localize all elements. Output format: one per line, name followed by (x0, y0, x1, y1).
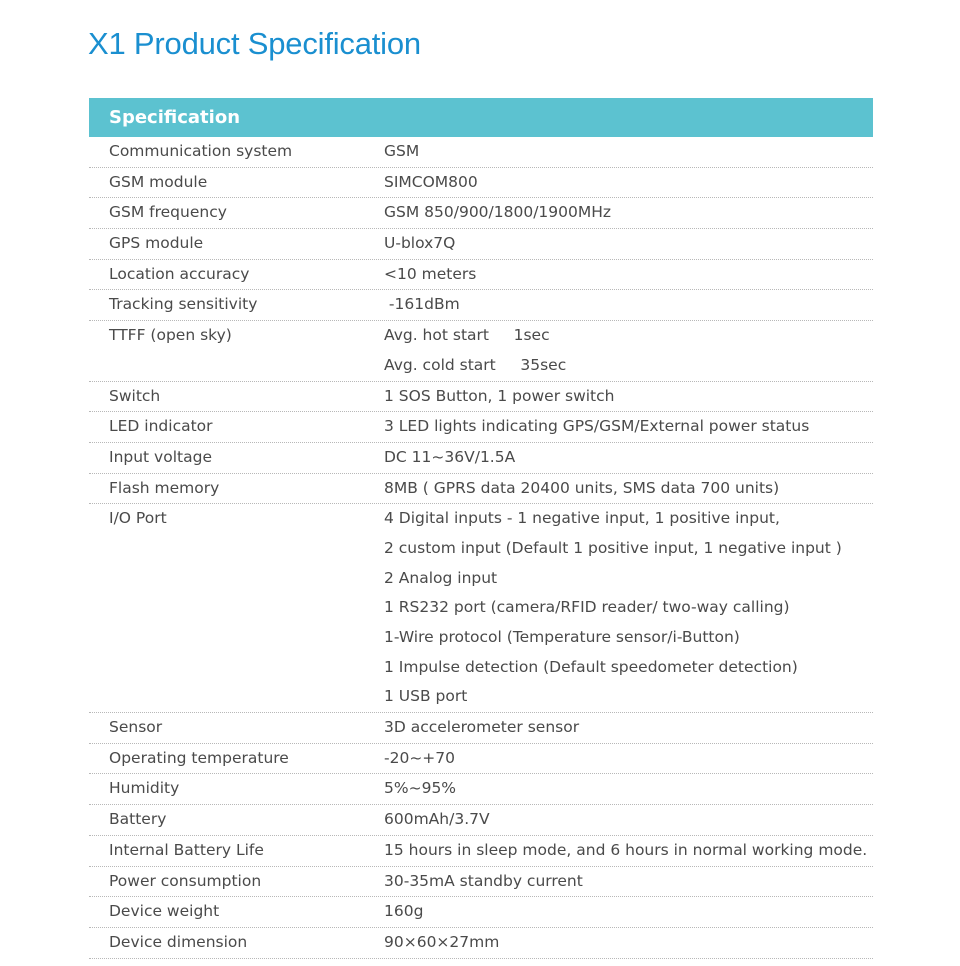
spec-values (384, 504, 873, 712)
spec-value: -161dBm (384, 295, 460, 314)
spec-values (384, 774, 873, 804)
spec-value: 1 USB port (384, 687, 468, 706)
spec-values (384, 198, 873, 228)
spec-value: 2 custom input (Default 1 positive input, 1 negative input ) (384, 538, 842, 557)
spec-label: Device weight (109, 902, 220, 921)
spec-row (89, 744, 873, 775)
spec-row (89, 443, 873, 474)
spec-table (89, 98, 873, 959)
spec-values (384, 290, 873, 320)
spec-label: GSM module (109, 172, 208, 191)
spec-row (89, 137, 873, 168)
spec-value: 1 RS232 port (camera/RFID reader/ two-way calling) (384, 598, 790, 617)
spec-value: 90×60×27mm (384, 932, 500, 951)
spec-label: Internal Battery Life (109, 840, 264, 859)
spec-values (384, 168, 873, 198)
spec-row (89, 836, 873, 867)
spec-label: Input voltage (109, 447, 212, 466)
spec-value: 1-Wire protocol (Temperature sensor/i-Button) (384, 628, 740, 646)
spec-value: 1 Impulse detection (Default speedometer detection) (384, 657, 798, 676)
spec-value: Avg. cold start 35sec (384, 355, 567, 374)
spec-values (384, 897, 873, 927)
spec-values (384, 382, 873, 412)
spec-row (89, 321, 873, 381)
spec-label: Flash memory (109, 478, 220, 497)
spec-value: U-blox7Q (384, 234, 456, 253)
spec-value: 30-35mA standby current (384, 871, 583, 890)
spec-label: Switch (109, 386, 161, 405)
spec-value: Avg. hot start 1sec (384, 326, 550, 345)
spec-table-header: Specification (89, 98, 873, 137)
spec-values (384, 744, 873, 774)
spec-values (384, 928, 873, 958)
spec-label: Device dimension (109, 932, 248, 951)
spec-value: 15 hours in sleep mode, and 6 hours in normal working mode. (384, 840, 868, 859)
spec-values (384, 443, 873, 473)
spec-row (89, 168, 873, 199)
spec-row (89, 198, 873, 229)
spec-value: 600mAh/3.7V (384, 810, 490, 829)
spec-row (89, 260, 873, 291)
page-title: X1 Product Specification (88, 26, 421, 61)
spec-values (384, 474, 873, 504)
spec-value: GSM (384, 142, 420, 160)
spec-row (89, 290, 873, 321)
spec-value: 4 Digital inputs - 1 negative input, 1 positive input, (384, 509, 780, 528)
spec-label: Battery (109, 810, 167, 829)
spec-value: -20~+70 (384, 748, 456, 767)
spec-label: Communication system (109, 142, 293, 160)
spec-label: I/O Port (109, 509, 167, 528)
spec-row (89, 474, 873, 505)
spec-row (89, 229, 873, 260)
spec-value: GSM 850/900/1800/1900MHz (384, 203, 612, 222)
spec-value: 3 LED lights indicating GPS/GSM/External power status (384, 417, 810, 436)
spec-label: GSM frequency (109, 203, 227, 222)
spec-row (89, 382, 873, 413)
spec-values (384, 713, 873, 743)
spec-values (384, 321, 873, 380)
spec-row (89, 412, 873, 443)
spec-label: Location accuracy (109, 264, 250, 283)
spec-value: 5%~95% (384, 779, 457, 798)
spec-value: 160g (384, 902, 424, 921)
spec-value: 3D accelerometer sensor (384, 718, 580, 737)
spec-values (384, 137, 873, 167)
spec-value: <10 meters (384, 264, 477, 283)
spec-label: Power consumption (109, 871, 262, 890)
spec-values (384, 805, 873, 835)
spec-value: DC 11~36V/1.5A (384, 447, 516, 466)
spec-rows (89, 137, 873, 959)
spec-row (89, 867, 873, 898)
spec-values (384, 867, 873, 897)
spec-value: 2 Analog input (384, 568, 498, 587)
spec-label: Sensor (109, 718, 163, 737)
spec-values (384, 412, 873, 442)
spec-values (384, 260, 873, 290)
spec-value: 8MB ( GPRS data 20400 units, SMS data 700 units) (384, 478, 780, 497)
spec-row (89, 805, 873, 836)
spec-label: GPS module (109, 234, 204, 253)
spec-label: LED indicator (109, 417, 213, 436)
spec-label: Tracking sensitivity (109, 295, 258, 314)
spec-row (89, 774, 873, 805)
spec-row (89, 713, 873, 744)
spec-value: 1 SOS Button, 1 power switch (384, 386, 615, 405)
spec-values (384, 836, 873, 866)
spec-label: TTFF (open sky) (109, 326, 232, 345)
spec-row (89, 928, 873, 959)
spec-values (384, 229, 873, 259)
spec-label: Humidity (109, 779, 180, 798)
spec-label: Operating temperature (109, 748, 289, 767)
spec-value: SIMCOM800 (384, 172, 478, 191)
spec-row (89, 504, 873, 713)
spec-row (89, 897, 873, 928)
